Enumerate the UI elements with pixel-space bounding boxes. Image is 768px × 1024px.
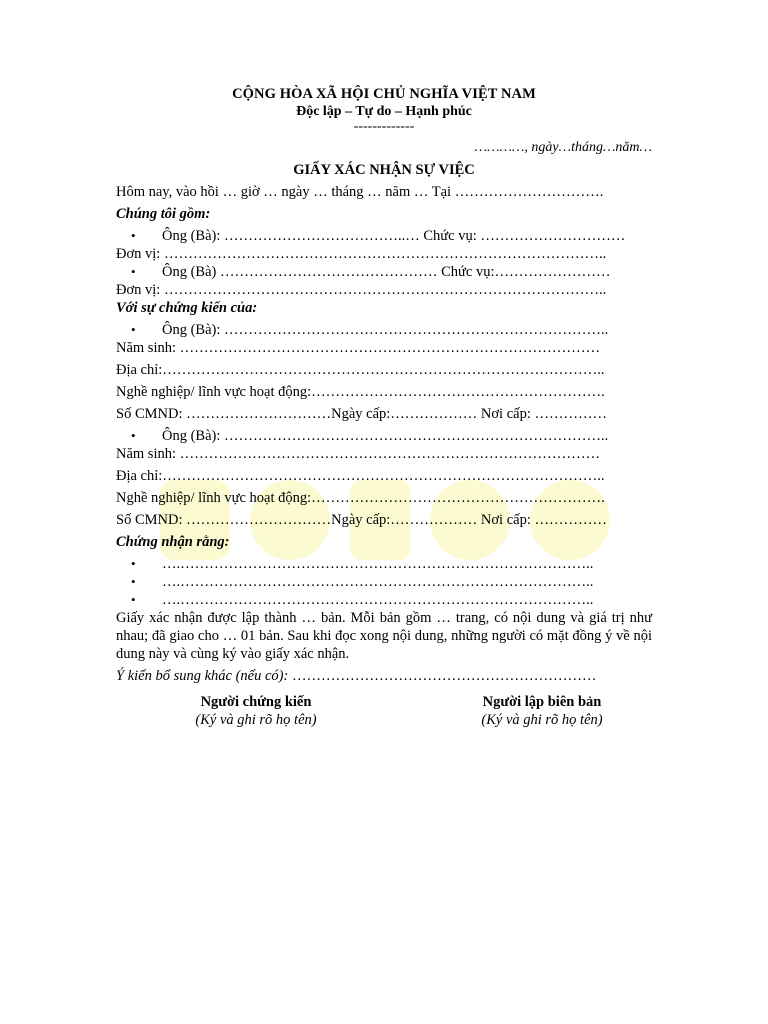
witness-1-id: Số CMND: …………………………Ngày cấp:……………… Nơi cấp: …………… xyxy=(116,406,607,422)
author-signature-note: (Ký và ghi rõ họ tên) xyxy=(481,712,603,728)
extra-opinion-label: Ý kiến bổ sung khác (nếu có): xyxy=(116,668,289,684)
extra-opinion-line xyxy=(116,667,652,685)
members-heading: Chúng tôi gồm: xyxy=(116,206,211,222)
member-1-name: • Ông (Bà): ………………………………..… Chức vụ: ………………………… xyxy=(116,227,652,245)
date-line: …………, ngày…tháng…năm… xyxy=(474,140,652,155)
header-separator: ------------- xyxy=(353,119,415,134)
intro-line: Hôm nay, vào hồi … giờ … ngày … tháng … năm … Tại …………………………. xyxy=(116,184,604,200)
witness-2-id: Số CMND: …………………………Ngày cấp:……………… Nơi cấp: …………… xyxy=(116,512,607,528)
witness-2-job: Nghề nghiệp/ lĩnh vực hoạt động:……………………………………………………. xyxy=(116,490,605,506)
country-header: CỘNG HÒA XÃ HỘI CHỦ NGHĨA VIỆT NAM xyxy=(232,86,536,102)
author-signature-title: Người lập biên bản xyxy=(482,694,602,710)
certify-list xyxy=(116,555,652,609)
certify-item: • ….………………………………………………………………………….. xyxy=(116,591,652,609)
witness-2-name: • Ông (Bà): …………………………………………………………………….. xyxy=(116,427,652,445)
witness-signature-title: Người chứng kiến xyxy=(200,694,312,710)
signature-row xyxy=(116,693,652,729)
member-2-name: • Ông (Bà) ……………………………………… Chức vụ:…………………… xyxy=(116,263,652,281)
witness-signature-block xyxy=(126,693,386,729)
witness-1-birth: Năm sinh: …………………………………………………………………………… xyxy=(116,340,601,356)
member-1-unit: Đơn vị: ……………………………………………………………………………….. xyxy=(116,246,607,262)
motto-header: Độc lập – Tự do – Hạnh phúc xyxy=(296,104,472,119)
witness-signature-note: (Ký và ghi rõ họ tên) xyxy=(195,712,317,728)
witness-list xyxy=(116,321,652,339)
document-body xyxy=(116,86,652,729)
author-signature-block xyxy=(412,693,672,729)
witness-list-2 xyxy=(116,427,652,445)
witness-1-name: • Ông (Bà): …………………………………………………………………….. xyxy=(116,321,652,339)
witness-1-job: Nghề nghiệp/ lĩnh vực hoạt động:……………………………………………………. xyxy=(116,384,605,400)
certify-item: • ….………………………………………………………………………….. xyxy=(116,555,652,573)
witness-2-birth: Năm sinh: …………………………………………………………………………… xyxy=(116,446,601,462)
witness-heading: Với sự chứng kiến của: xyxy=(116,300,258,316)
closing-paragraph: Giấy xác nhận được lập thành … bản. Mỗi bản gồm … trang, có nội dung và giá trị như nhau; đã giao cho … 01 bản. Sau khi đọc xong nội dung, những người có mặt đồng ý về nội dung này và cùng ký vào giấy xác nhận. xyxy=(116,610,652,662)
witness-2-address: Địa chỉ:……………………………………………………………………………….. xyxy=(116,468,605,484)
certify-heading: Chứng nhận rằng: xyxy=(116,534,230,550)
members-list xyxy=(116,227,652,245)
document-title: GIẤY XÁC NHẬN SỰ VIỆC xyxy=(293,162,475,178)
member-2-unit: Đơn vị: ……………………………………………………………………………….. xyxy=(116,282,607,298)
witness-1-address: Địa chỉ:……………………………………………………………………………….. xyxy=(116,362,605,378)
certify-item: • ….………………………………………………………………………….. xyxy=(116,573,652,591)
extra-opinion-dots: ……………………………………………………… xyxy=(288,668,597,684)
members-list-2 xyxy=(116,263,652,281)
